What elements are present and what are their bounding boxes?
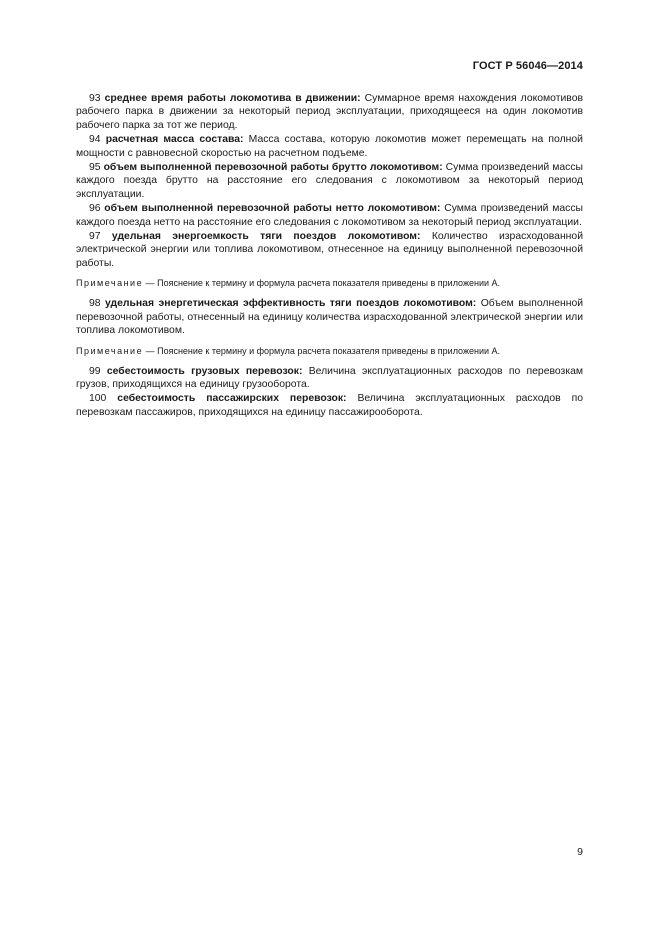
- term-definition: Сумма произведений массы каждого поезда брутто на расстояние его следования с локомотивом за некоторый период эксплуатации.: [76, 162, 583, 200]
- term-number: 96: [89, 203, 101, 215]
- term-number: 98: [89, 298, 101, 310]
- term-entry-99: [76, 365, 583, 392]
- note-label: Примечание: [76, 278, 144, 289]
- terms-list: [76, 92, 583, 420]
- term-name: удельная энергоемкость тяги поездов локомотивом:: [111, 231, 421, 243]
- note-text: Пояснение к термину и формула расчета показателя приведены в приложении А.: [157, 278, 501, 289]
- note-97: [76, 277, 583, 289]
- term-number: 100: [89, 393, 107, 405]
- term-number: 94: [89, 134, 101, 146]
- note-98: [76, 345, 583, 357]
- term-name: удельная энергетическая эффективность тяги поездов локомотивом:: [105, 298, 477, 310]
- term-name: среднее время работы локомотива в движении:: [104, 93, 361, 104]
- term-entry-100: [76, 392, 583, 419]
- term-name: себестоимость пассажирских перевозок:: [117, 393, 347, 405]
- term-definition: Масса состава, которую локомотив может перемещать на полной мощности с равновесной скоростью на расчетном подъеме.: [76, 134, 583, 159]
- term-entry-97: [76, 230, 583, 270]
- term-entry-98: [76, 297, 583, 337]
- term-entry-96: [76, 202, 583, 229]
- term-number: 93: [89, 93, 101, 104]
- term-entry-93: [76, 92, 583, 132]
- term-number: 99: [89, 365, 101, 377]
- term-definition: Количество израсходованной электрической энергии или топлива локомотивом, отнесенное на единицу выполненной перевозочной работы.: [76, 231, 583, 269]
- term-definition: Сумма произведений массы каждого поезда нетто на расстояние его следования с локомотивом за некоторый период эксплуатации.: [76, 203, 583, 228]
- term-name: себестоимость грузовых перевозок:: [106, 365, 303, 377]
- term-definition: Величина эксплуатационных расходов по перевозкам грузов, приходящихся на единицу грузооборота.: [76, 365, 584, 390]
- term-entry-94: [76, 133, 583, 160]
- term-number: 95: [89, 162, 101, 174]
- document-id: ГОСТ Р 56046—2014: [472, 60, 583, 72]
- term-number: 97: [89, 231, 101, 243]
- term-name: объем выполненной перевозочной работы брутто локомотивом:: [103, 162, 443, 174]
- term-name: расчетная масса состава:: [105, 134, 244, 146]
- term-definition: Величина эксплуатационных расходов по перевозкам пассажиров, приходящихся на единицу пассажирооборота.: [76, 393, 583, 418]
- page-number: 9: [577, 846, 583, 858]
- term-entry-95: [76, 161, 583, 201]
- term-definition: Суммарное время нахождения локомотивов рабочего парка в движении за некоторый период эксплуатации, приходящееся на один локомотив рабочего парка за тот же период.: [76, 93, 584, 131]
- note-text: Пояснение к термину и формула расчета показателя приведены в приложении А.: [157, 345, 501, 356]
- term-name: объем выполненной перевозочной работы нетто локомотивом:: [104, 203, 441, 215]
- note-dash: —: [143, 345, 158, 356]
- note-label: Примечание: [76, 345, 144, 356]
- note-dash: —: [143, 278, 158, 289]
- term-definition: Объем выполненной перевозочной работы, отнесенный на единицу количества израсходованной электрической энергии или топлива локомотивом.: [76, 298, 584, 337]
